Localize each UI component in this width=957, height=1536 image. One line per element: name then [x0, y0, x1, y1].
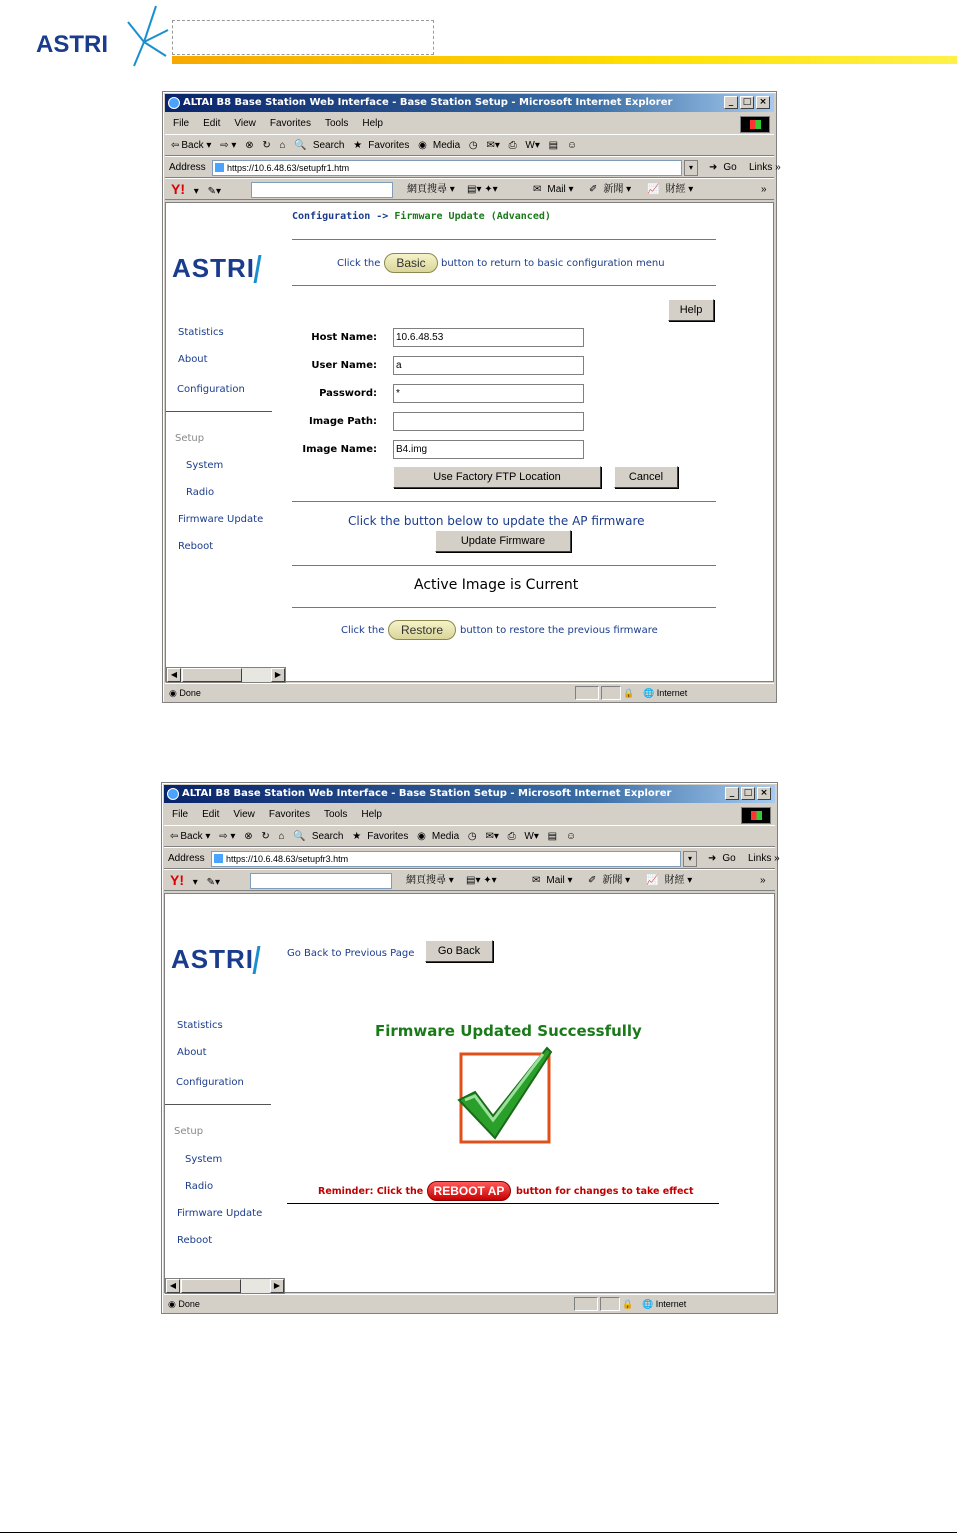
address-input[interactable]: https://10.6.48.63/setupfr3.htm — [211, 851, 681, 867]
yahoo-logo[interactable]: Y! — [171, 181, 185, 197]
refresh-icon[interactable]: ↻ — [262, 140, 271, 151]
reboot-ap-button[interactable]: REBOOT AP — [427, 1181, 511, 1201]
history-icon[interactable]: ◷ — [467, 831, 477, 842]
favorites-button[interactable]: ★ Favorites — [353, 140, 410, 151]
discuss-icon[interactable]: ▤ — [548, 140, 559, 151]
sidebar-link-configuration[interactable]: Configuration — [176, 1077, 244, 1088]
breadcrumb-page: Firmware Update (Advanced) — [394, 211, 551, 222]
discuss-icon[interactable]: ▤ — [547, 831, 558, 842]
basic-row-prefix: Click the — [337, 258, 381, 269]
restore-row-suffix: button to restore the previous firmware — [460, 625, 658, 636]
browser-window-1 — [162, 91, 781, 703]
divider — [292, 285, 716, 286]
standard-toolbar — [164, 825, 775, 847]
yahoo-mail-button[interactable]: ✉ Mail ▾ — [533, 184, 574, 195]
reminder-prefix: Reminder: Click the — [318, 1186, 424, 1197]
sidebar-link-firmware-update[interactable]: Firmware Update — [178, 514, 264, 525]
ie-icon — [168, 97, 180, 109]
yahoo-mail-label: Mail — [547, 184, 566, 195]
yahoo-news-button[interactable]: ✐ 新聞 ▾ — [588, 875, 631, 886]
sidebar-heading-setup: Setup — [175, 433, 205, 444]
page-content — [165, 202, 774, 682]
print-icon[interactable]: ⎙ — [507, 831, 516, 842]
divider — [287, 1203, 719, 1204]
sidebar-divider — [166, 411, 272, 412]
go-back-button[interactable]: Go Back — [425, 940, 493, 962]
yahoo-search-label: 網頁搜尋 — [407, 184, 447, 195]
image-name-field[interactable]: B4.img — [393, 440, 584, 459]
yahoo-search-button[interactable]: 網頁搜尋 ▾ — [407, 184, 455, 195]
basic-row-suffix: button to return to basic configuration menu — [441, 258, 665, 269]
yahoo-search-input[interactable] — [250, 873, 392, 889]
back-button[interactable]: ⇦ Back ▾ — [170, 831, 211, 842]
status-bar — [165, 683, 774, 701]
success-message: Firmware Updated Successfully — [375, 1022, 642, 1040]
menu-favorites[interactable]: Favorites — [269, 118, 311, 129]
update-prompt: Click the button below to update the AP firmware — [348, 514, 645, 528]
zone-label: Internet — [655, 1299, 687, 1309]
sidebar-link-about[interactable]: About — [178, 354, 208, 365]
header-gradient-bar — [172, 56, 957, 64]
menu-bar — [165, 114, 774, 134]
yahoo-mail-button[interactable]: ✉ Mail ▾ — [532, 875, 573, 886]
history-icon[interactable]: ◷ — [468, 140, 478, 151]
update-firmware-button[interactable]: Update Firmware — [435, 530, 571, 552]
yahoo-news-button[interactable]: ✐ 新聞 ▾ — [589, 184, 632, 195]
print-icon[interactable]: ⎙ — [508, 140, 517, 151]
scroll-thumb[interactable] — [181, 1279, 241, 1293]
standard-toolbar — [165, 134, 774, 156]
internet-zone: 🌐 Internet — [642, 1299, 687, 1309]
address-dropdown[interactable]: ▾ — [684, 160, 698, 176]
yahoo-search-input[interactable] — [251, 182, 393, 198]
sidebar-link-radio[interactable]: Radio — [186, 487, 215, 498]
breadcrumb-prefix: Configuration -> — [292, 211, 389, 222]
yahoo-mail-label: Mail — [546, 875, 565, 886]
back-button[interactable]: ⇦ Back ▾ — [171, 140, 212, 151]
sidebar-link-reboot[interactable]: Reboot — [177, 1235, 213, 1246]
yahoo-tools-icon[interactable]: ▤▾ ✦▾ — [466, 875, 497, 886]
yahoo-news-label: 新聞 — [603, 184, 624, 195]
breadcrumb — [292, 211, 551, 222]
footer-rule — [0, 1532, 957, 1533]
sidebar-horizontal-scrollbar[interactable] — [166, 667, 286, 683]
links-label: Links — [749, 162, 773, 173]
window-title: ALTAI B8 Base Station Web Interface - Base Station Setup - Microsoft Internet Explorer — [182, 788, 672, 799]
sidebar — [166, 203, 286, 681]
go-label: Go — [723, 162, 737, 173]
page-content — [164, 893, 775, 1293]
lock-icon: 🔒 — [623, 688, 635, 698]
address-input[interactable]: https://10.6.48.63/setupfr1.htm — [212, 160, 682, 176]
sidebar-link-statistics[interactable]: Statistics — [178, 327, 224, 338]
menu-favorites[interactable]: Favorites — [268, 809, 310, 820]
image-name-label: Image Name: — [302, 444, 377, 455]
help-button[interactable]: Help — [668, 299, 714, 321]
cancel-button[interactable]: Cancel — [614, 466, 678, 488]
lock-icon: 🔒 — [622, 1299, 634, 1309]
yahoo-toolbar — [165, 178, 774, 200]
restore-button[interactable]: Restore — [388, 620, 456, 640]
go-button[interactable]: ➜ Go — [708, 853, 736, 864]
back-label: Back — [181, 140, 204, 151]
address-label: Address — [169, 162, 206, 173]
back-label: Back — [180, 831, 203, 842]
yahoo-finance-button[interactable]: 📈 財經 ▾ — [647, 184, 694, 195]
links-label: Links — [748, 853, 772, 864]
messenger-icon[interactable]: ☺ — [565, 831, 577, 842]
sidebar-link-firmware-update[interactable]: Firmware Update — [177, 1208, 263, 1219]
media-label: Media — [432, 140, 461, 151]
yahoo-search-label: 網頁搜尋 — [406, 875, 446, 886]
basic-button[interactable]: Basic — [384, 253, 438, 273]
sidebar-link-system[interactable]: System — [185, 1154, 223, 1165]
sidebar-link-system[interactable]: System — [186, 460, 224, 471]
header-placeholder-box — [172, 20, 434, 55]
windows-flag-icon — [740, 116, 770, 133]
password-field[interactable]: * — [393, 384, 584, 403]
stop-icon[interactable]: ⊗ — [244, 831, 253, 842]
go-label: Go — [722, 853, 736, 864]
menu-help[interactable]: Help — [362, 118, 383, 129]
go-button[interactable]: ➜ Go — [709, 162, 737, 173]
scroll-right-icon[interactable]: ▶ — [271, 668, 285, 682]
scroll-left-icon[interactable]: ◀ — [167, 668, 181, 682]
status-text: Done — [178, 1299, 200, 1309]
menu-file[interactable]: File — [173, 118, 190, 129]
forward-button[interactable]: ⇨ ▾ — [219, 831, 236, 842]
active-image-status: Active Image is Current — [414, 577, 579, 593]
checkmark-icon — [455, 1042, 555, 1152]
mail-icon[interactable]: ✉▾ — [485, 831, 499, 842]
sidebar-link-configuration[interactable]: Configuration — [177, 384, 245, 395]
zone-label: Internet — [656, 688, 688, 698]
image-path-label: Image Path: — [308, 416, 377, 427]
maximize-button[interactable]: □ — [741, 787, 755, 800]
media-button[interactable]: ◉ Media — [417, 831, 460, 842]
search-label: Search — [312, 140, 345, 151]
edit-icon[interactable]: W▾ — [525, 140, 540, 151]
edit-icon[interactable]: W▾ — [524, 831, 539, 842]
divider — [292, 239, 716, 240]
divider — [292, 501, 716, 502]
yahoo-logo[interactable]: Y! — [170, 872, 184, 888]
password-label: Password: — [319, 388, 377, 399]
yahoo-news-label: 新聞 — [602, 875, 623, 886]
pencil-icon[interactable]: ✎▾ — [207, 186, 221, 197]
status-segment — [600, 1297, 620, 1311]
menu-edit[interactable]: Edit — [203, 118, 221, 129]
status-segment — [601, 686, 621, 700]
address-bar — [165, 156, 781, 178]
yahoo-finance-label: 財經 — [665, 184, 686, 195]
divider — [292, 607, 716, 608]
yahoo-search-button[interactable]: 網頁搜尋 ▾ — [406, 875, 454, 886]
user-name-label: User Name: — [311, 360, 377, 371]
sidebar-horizontal-scrollbar[interactable] — [165, 1278, 285, 1294]
image-path-field[interactable] — [393, 412, 584, 431]
astri-header-logo — [36, 4, 171, 68]
reminder-suffix: button for changes to take effect — [516, 1186, 694, 1197]
forward-button[interactable]: ⇨ ▾ — [220, 140, 237, 151]
minimize-button[interactable]: _ — [724, 96, 738, 109]
scroll-left-icon[interactable]: ◀ — [166, 1279, 180, 1293]
sidebar-link-about[interactable]: About — [177, 1047, 207, 1058]
page-done-icon: ◉ — [168, 1299, 176, 1309]
menu-edit[interactable]: Edit — [202, 809, 220, 820]
use-factory-ftp-button[interactable]: Use Factory FTP Location — [393, 466, 601, 488]
close-button[interactable]: × — [757, 787, 771, 800]
toolbar-overflow-icon[interactable]: » — [761, 184, 767, 195]
links-button[interactable]: Links » — [749, 162, 781, 173]
home-icon[interactable]: ⌂ — [279, 140, 286, 151]
maximize-button[interactable]: □ — [740, 96, 754, 109]
sidebar-logo: ASTRI — [171, 944, 254, 974]
search-button[interactable]: 🔍 Search — [294, 140, 345, 151]
status-bar — [164, 1294, 775, 1312]
yahoo-toolbar — [164, 869, 775, 891]
home-icon[interactable]: ⌂ — [278, 831, 285, 842]
messenger-icon[interactable]: ☺ — [566, 140, 578, 151]
windows-flag-icon — [741, 807, 771, 824]
mail-icon[interactable]: ✉▾ — [486, 140, 500, 151]
favorites-label: Favorites — [368, 140, 410, 151]
host-name-label: Host Name: — [311, 332, 377, 343]
divider — [292, 565, 716, 566]
browser-window-2 — [161, 782, 778, 1314]
user-name-field[interactable]: a — [393, 356, 584, 375]
ie-icon — [167, 788, 179, 800]
sidebar-link-reboot[interactable]: Reboot — [178, 541, 214, 552]
address-label: Address — [168, 853, 205, 864]
yahoo-finance-label: 財經 — [664, 875, 685, 886]
favorites-label: Favorites — [367, 831, 409, 842]
yahoo-finance-button[interactable]: 📈 財經 ▾ — [646, 875, 693, 886]
yahoo-menu-arrow[interactable]: ▾ — [192, 877, 198, 888]
media-label: Media — [431, 831, 460, 842]
menu-help[interactable]: Help — [361, 809, 382, 820]
menu-bar — [164, 805, 775, 825]
menu-file[interactable]: File — [172, 809, 189, 820]
toolbar-overflow-icon[interactable]: » — [760, 875, 766, 886]
host-name-field[interactable]: 10.6.48.53 — [393, 328, 584, 347]
window-title: ALTAI B8 Base Station Web Interface - Base Station Setup - Microsoft Internet Explorer — [183, 97, 673, 108]
menu-view[interactable]: View — [234, 118, 256, 129]
search-button[interactable]: 🔍 Search — [293, 831, 344, 842]
status-segment — [574, 1297, 598, 1311]
close-button[interactable]: × — [756, 96, 770, 109]
refresh-icon[interactable]: ↻ — [261, 831, 270, 842]
status-text: Done — [179, 688, 201, 698]
search-label: Search — [311, 831, 344, 842]
sidebar-divider — [165, 1104, 271, 1105]
window-title-bar — [164, 785, 775, 803]
sidebar-heading-setup: Setup — [174, 1126, 204, 1137]
menu-tools[interactable]: Tools — [324, 118, 349, 129]
scroll-right-icon[interactable]: ▶ — [270, 1279, 284, 1293]
menu-view[interactable]: View — [233, 809, 255, 820]
sidebar-link-radio[interactable]: Radio — [185, 1181, 214, 1192]
minimize-button[interactable]: _ — [725, 787, 739, 800]
media-button[interactable]: ◉ Media — [418, 140, 461, 151]
sidebar-logo: ASTRI — [172, 253, 255, 283]
stop-icon[interactable]: ⊗ — [245, 140, 254, 151]
window-title-bar — [165, 94, 774, 112]
go-back-text[interactable]: Go Back to Previous Page — [287, 948, 415, 959]
yahoo-menu-arrow[interactable]: ▾ — [193, 186, 199, 197]
sidebar-link-statistics[interactable]: Statistics — [177, 1020, 223, 1031]
links-button[interactable]: Links » — [748, 853, 780, 864]
yahoo-tools-icon[interactable]: ▤▾ ✦▾ — [467, 184, 498, 195]
favorites-button[interactable]: ★ Favorites — [352, 831, 409, 842]
internet-zone: 🌐 Internet — [643, 688, 688, 698]
pencil-icon[interactable]: ✎▾ — [206, 877, 220, 888]
address-dropdown[interactable]: ▾ — [683, 851, 697, 867]
astri-logo-text: ASTRI — [36, 31, 108, 58]
restore-row-prefix: Click the — [341, 625, 385, 636]
menu-tools[interactable]: Tools — [323, 809, 348, 820]
page-done-icon: ◉ — [169, 688, 177, 698]
scroll-thumb[interactable] — [182, 668, 242, 682]
status-segment — [575, 686, 599, 700]
address-bar — [164, 847, 780, 869]
sidebar — [165, 894, 285, 1292]
